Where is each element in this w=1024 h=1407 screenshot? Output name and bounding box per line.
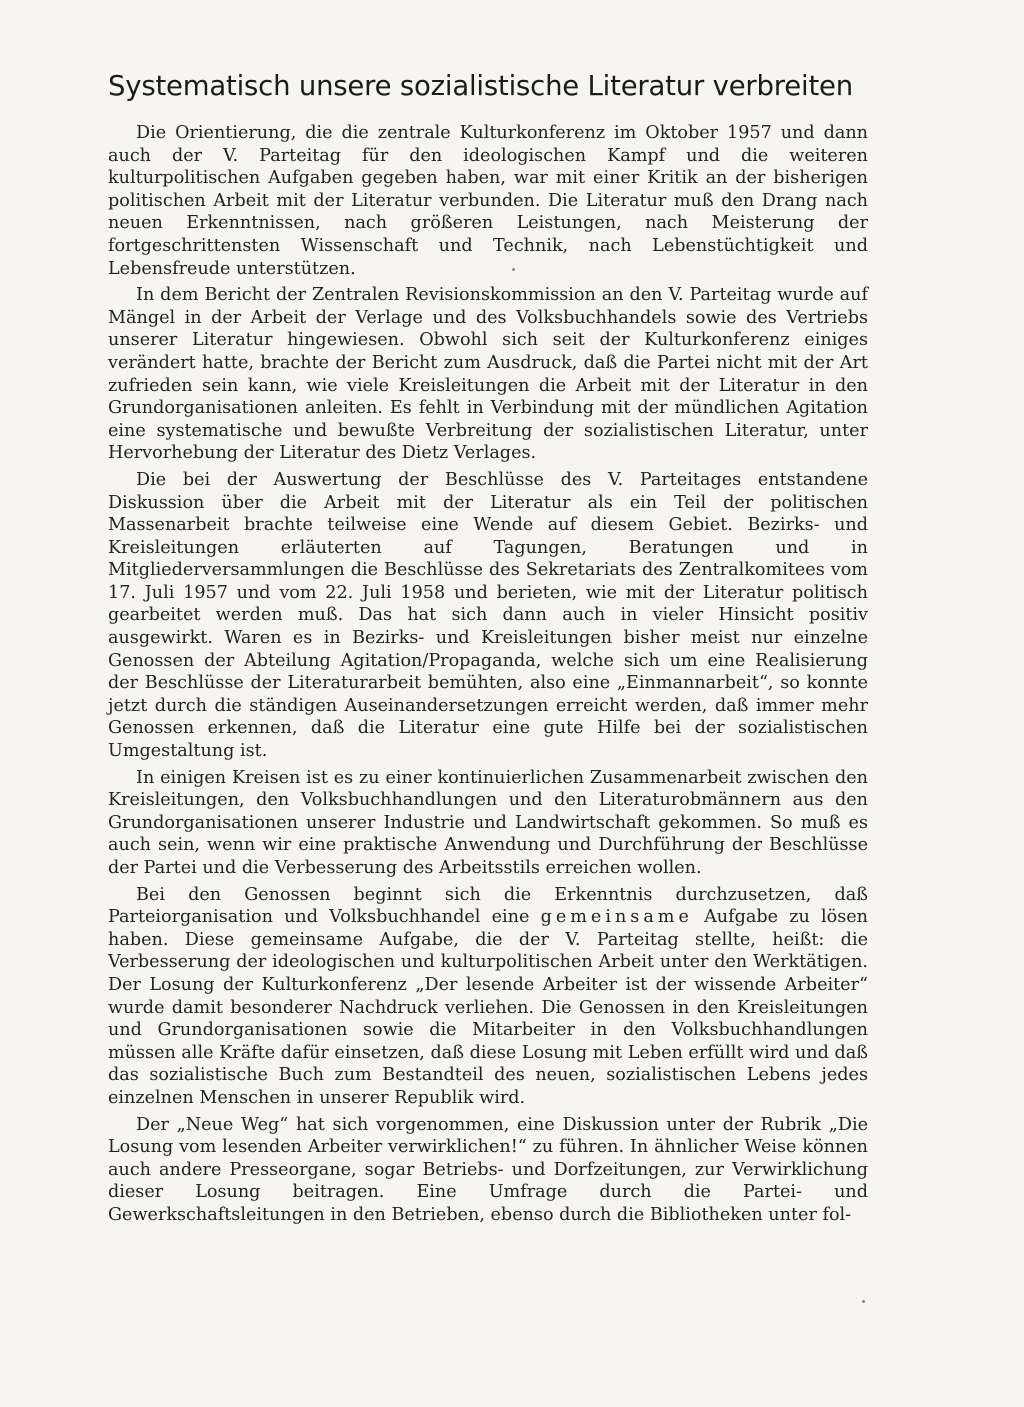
article-body bbox=[108, 122, 868, 1231]
paragraph-3: Die bei der Auswertung der Beschlüsse des V. Parteitages entstandene Diskussion über die Arbeit mit der Literatur als ein Teil der politischen Massenarbeit brachte teilweise eine Wende auf diesem Gebiet. Bezirks- und Kreisleitungen erläuterten auf Tagungen, Beratungen und in Mitgliederversammlungen die Beschlüsse des Sekretariats des Zentralkomitees vom 17. Juli 1957 und vom 22. Juli 1958 und berieten, wie mit der Literatur politisch gearbeitet werden muß. Das hat sich dann auch in vieler Hinsicht positiv ausgewirkt. Waren es in Bezirks- und Kreisleitungen bisher meist nur einzelne Genossen der Abteilung Agitation/Propaganda, welche sich um eine Realisierung der Beschlüsse der Literaturarbeit bemühten, also eine „Einmannarbeit“, so konnte jetzt durch die ständigen Auseinandersetzungen erreicht werden, daß immer mehr Genossen erkennen, daß die Literatur eine gute Hilfe bei der sozialistischen Umgestaltung ist. bbox=[108, 469, 868, 762]
article-title: Systematisch unsere sozialistische Literatur verbreiten bbox=[108, 70, 853, 102]
paragraph-1: Die Orientierung, die die zentrale Kulturkonferenz im Oktober 1957 und dann auch der V. Parteitag für den ideologischen Kampf und die weiteren kulturpolitischen Aufgaben gegeben haben, war mit einer Kritik an der bisherigen politischen Arbeit mit der Literatur verbunden. Die Literatur muß den Drang nach neuen Erkenntnissen, nach größeren Leistungen, nach Meisterung der fortgeschrittensten Wissenschaft und Technik, nach Lebenstüchtigkeit und Lebensfreude unterstützen. bbox=[108, 123, 868, 279]
paragraph-4: In einigen Kreisen ist es zu einer kontinuierlichen Zusammenarbeit zwischen den Kreisleitungen, den Volksbuchhandlungen und den Literaturobmännern aus den Grundorganisationen unserer Industrie und Landwirtschaft gekommen. So muß es auch sein, wenn wir eine praktische Anwendung und Durchführung der Beschlüsse der Partei und die Verbesserung des Arbeitsstils erreichen wollen. bbox=[108, 767, 868, 878]
emphasized-word: gemeinsame bbox=[540, 907, 693, 928]
print-speck bbox=[862, 1300, 865, 1303]
print-speck bbox=[512, 268, 515, 271]
paragraph-5-start: Bei den Genossen beginnt sich die Erkenntnis durchzusetzen, daß Parteiorganisation und Volksbuchhandel eine bbox=[108, 884, 868, 928]
paragraph-5-end: Aufgabe zu lösen haben. Diese gemeinsame Aufgabe, die der V. Parteitag stellte, heißt: die Verbesserung der ideologischen und kulturpolitischen Arbeit unter den Werktätigen. Der Losung der Kulturkonferenz „Der lesende Arbeiter ist der wissende Arbeiter“ wurde damit besonderer Nachdruck verliehen. Die Genossen in den Kreisleitungen und Grundorganisationen sowie die Mitarbeiter in den Volksbuchhandlungen müssen alle Kräfte dafür einsetzen, daß diese Losung mit Leben erfüllt wird und daß das sozialistische Buch zum Bestandteil des neuen, sozialistischen Lebens jedes einzelnen Menschen in unserer Republik wird. bbox=[108, 907, 869, 1108]
paragraph-2: In dem Bericht der Zentralen Revisionskommission an den V. Parteitag wurde auf Mängel in der Arbeit der Verlage und des Volksbuchhandels sowie des Vertriebs unserer Literatur hingewiesen. Obwohl sich seit der Kulturkonferenz einiges verändert hatte, brachte der Bericht zum Ausdruck, daß die Partei nicht mit der Art zufrieden sein kann, wie viele Kreisleitungen die Arbeit mit der Literatur in den Grundorganisationen anleiten. Es fehlt in Verbindung mit der mündlichen Agitation eine systematische und bewußte Verbreitung der sozialistischen Literatur, unter Hervorhebung der Literatur des Dietz Verlages. bbox=[108, 285, 868, 464]
paragraph-6: Der „Neue Weg“ hat sich vorgenommen, eine Diskussion unter der Rubrik „Die Losung vom lesenden Arbeiter verwirklichen!“ zu führen. In ähnlicher Weise können auch andere Presseorgane, sogar Betriebs- und Dorfzeitungen, zur Verwirklichung dieser Losung beitragen. Eine Umfrage durch die Partei- und Gewerkschaftsleitungen in den Betrieben, ebenso durch die Bibliotheken unter fol- bbox=[108, 1114, 868, 1225]
paragraph-5 bbox=[108, 884, 868, 1110]
